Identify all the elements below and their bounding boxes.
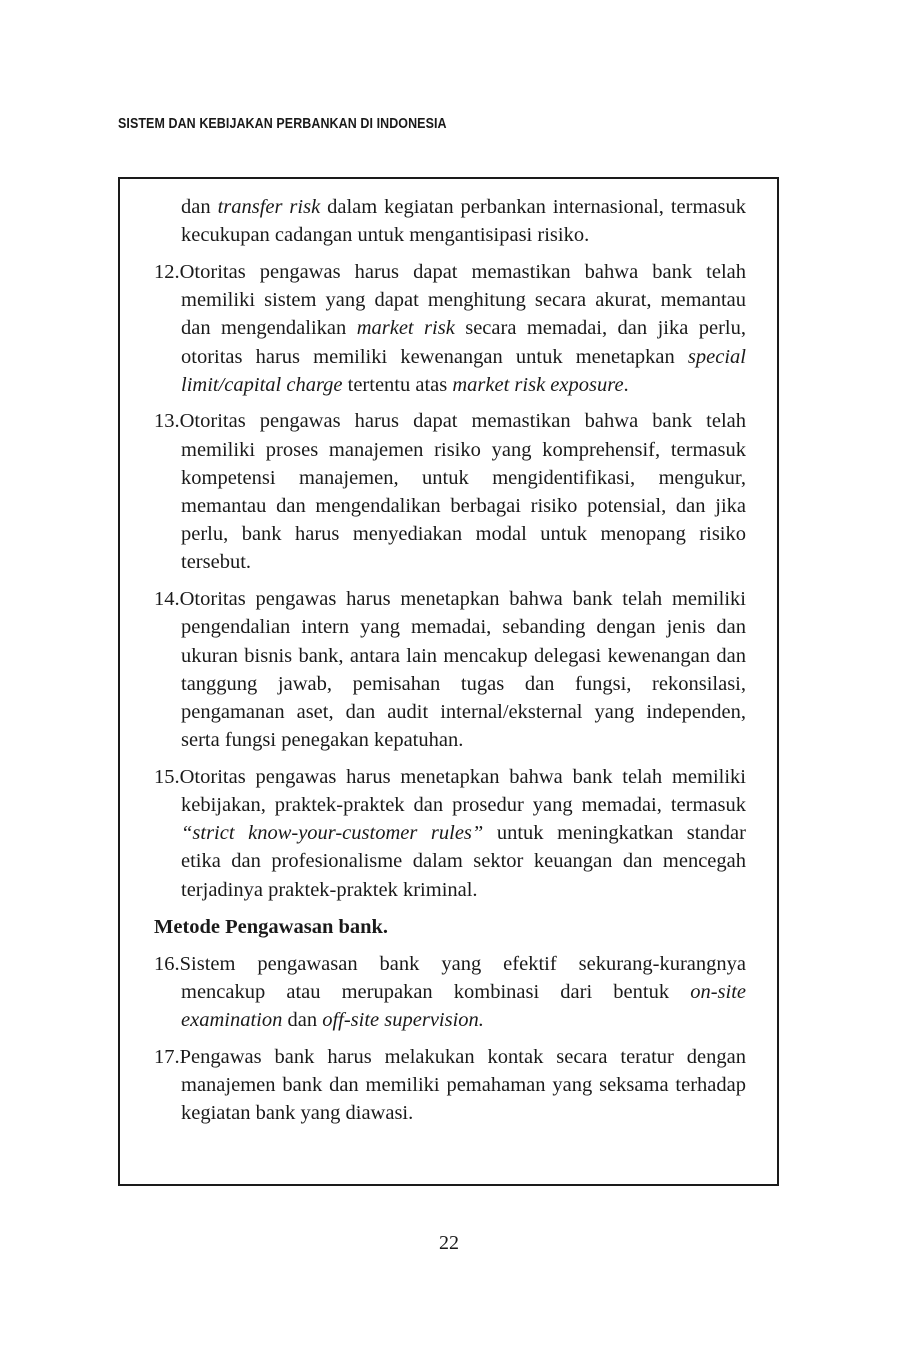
list-item-16: 16.Sistem pengawasan bank yang efektif sekurang-kurangnya mencakup atau merupakan kombinasi dari bentuk on-site examination dan off-site supervision. bbox=[154, 952, 746, 1031]
list-item-17: 17.Pengawas bank harus melakukan kontak secara teratur dengan manajemen bank dan memiliki pemahaman yang seksama terhadap kegiatan bank yang diawasi. bbox=[154, 1045, 746, 1125]
list-item-13: 13.Otoritas pengawas harus dapat memastikan bahwa bank telah memiliki proses manajemen risiko yang komprehensif, termasuk kompetensi manajemen, untuk mengidentifikasi, mengukur, memantau dan mengendalikan berbagai risiko potensial, dan jika perlu, bank harus menyediakan modal untuk menopang risiko tersebut. bbox=[154, 410, 746, 574]
list-item-12: 12.Otoritas pengawas harus dapat memastikan bahwa bank telah memiliki sistem yang dapat menghitung secara akurat, memantau dan mengendalikan market risk secara memadai, dan jika perlu, otoritas harus memiliki kewenangan untuk menetapkan special limit/capital charge tertentu atas market risk exposure. bbox=[154, 260, 746, 396]
item-number: 16. bbox=[154, 952, 180, 975]
list-item-14: 14.Otoritas pengawas harus menetapkan bahwa bank telah memiliki pengendalian intern yang memadai, sebanding dengan jenis dan ukuran bisnis bank, antara lain mencakup delegasi kewenangan dan tanggung jawab, pemisahan tugas dan fungsi, rekonsilasi, pengamanan aset, dan audit internal/eksternal yang independen, serta fungsi penegakan kepatuhan. bbox=[154, 588, 746, 752]
section-heading: Metode Pengawasan bank. bbox=[154, 915, 389, 938]
item-number: 13. bbox=[154, 410, 180, 433]
content-box bbox=[118, 177, 779, 1186]
box-content bbox=[154, 193, 746, 1127]
running-header: SISTEM DAN KEBIJAKAN PERBANKAN DI INDONESIA bbox=[118, 116, 447, 132]
list-item-15: 15.Otoritas pengawas harus menetapkan bahwa bank telah memiliki kebijakan, praktek-praktek dan prosedur yang memadai, termasuk “strict know-your-customer rules” untuk meningkatkan standar etika dan profesionalisme dalam sektor keuangan dan mencegah terjadinya praktek-praktek kriminal. bbox=[154, 765, 746, 901]
item-number: 12. bbox=[154, 260, 180, 283]
item-number: 17. bbox=[154, 1045, 180, 1068]
page-number: 22 bbox=[439, 1232, 459, 1254]
item-number: 14. bbox=[154, 588, 180, 611]
continued-paragraph: dan transfer risk dalam kegiatan perbankan internasional, termasuk kecukupan cadangan untuk mengantisipasi risiko. bbox=[181, 196, 746, 247]
item-number: 15. bbox=[154, 765, 180, 788]
